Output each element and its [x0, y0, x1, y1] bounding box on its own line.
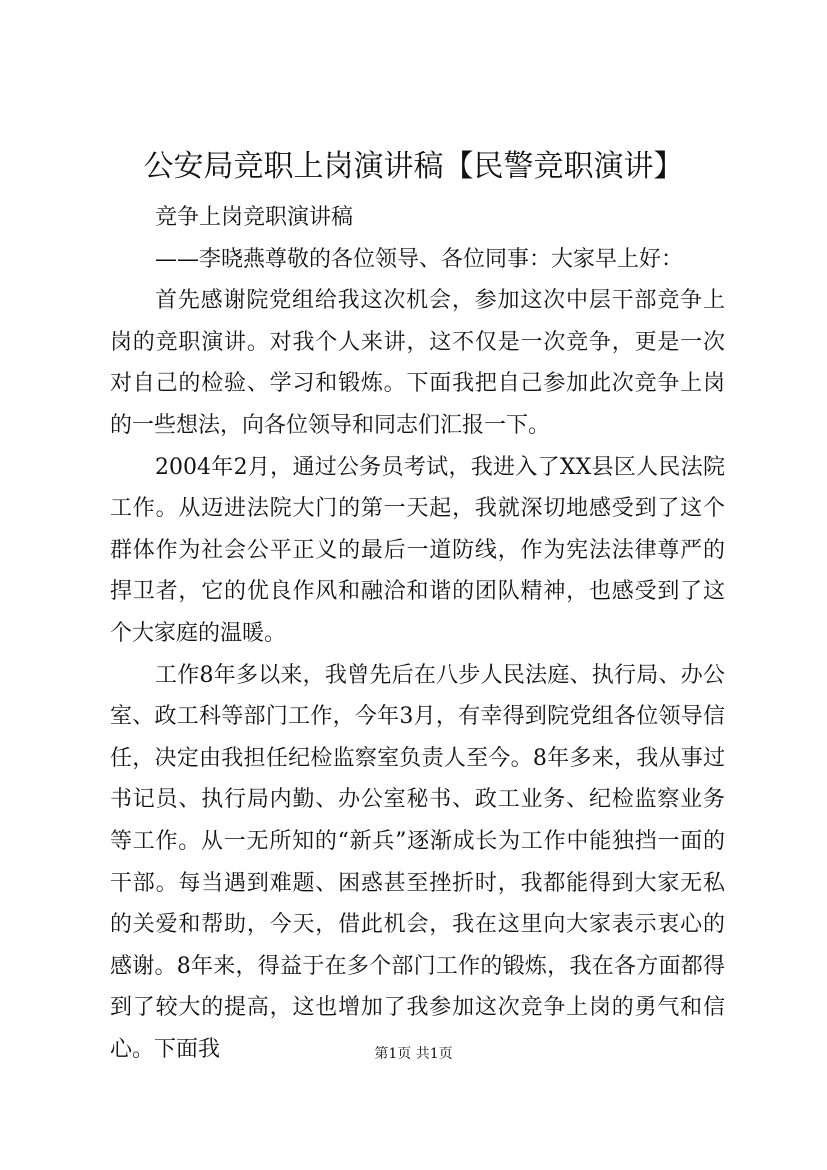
- paragraph-intro: 首先感谢院党组给我这次机会，参加这次中层干部竞争上岗的竞职演讲。对我个人来讲，这不仅是一次竞争，更是一次对自己的检验、学习和锻炼。下面我把自己参加此次竞争上岗的一些想法，向各位领导和同志们汇报一下。: [110, 288, 725, 438]
- paragraph-greeting: ——李晓燕尊敬的各位领导、各位同事：大家早上好：: [155, 246, 684, 272]
- paragraph-work-history: 工作8年多以来，我曾先后在八步人民法庭、执行局、办公室、政工科等部门工作，今年3月，有幸得到院党组各位领导信任，决定由我担任纪检监察室负责人至今。8年多来，我从事过书记员、执行局内勤、办公室秘书、政工业务、纪检监察业务等工作。从一无所知的“新兵”逐渐成长为工作中能独挡一面的干部。每当遇到难题、困惑甚至挫折时，我都能得到大家无私的关爱和帮助，今天，借此机会，我在这里向大家表示衷心的感谢。8年来，得益于在多个部门工作的锻炼，我在各方面都得到了较大的提高，这也增加了我参加这次竞争上岗的勇气和信心。下面我: [110, 662, 725, 1062]
- page-footer: 第1页 共1页: [374, 1046, 453, 1062]
- paragraph-2004: 2004年2月，通过公务员考试，我进入了XX县区人民法院工作。从迈进法院大门的第一天起，我就深切地感受到了这个群体作为社会公平正义的最后一道防线，作为宪法法律尊严的捍卫者，它的优良作风和融洽和谐的团队精神，也感受到了这个大家庭的温暖。: [110, 454, 725, 646]
- paragraph-subtitle: 竞争上岗竞职演讲稿: [155, 205, 354, 230]
- document-body: [110, 197, 725, 1070]
- document-title: 公安局竞职上岗演讲稿【民警竞职演讲】: [143, 149, 684, 184]
